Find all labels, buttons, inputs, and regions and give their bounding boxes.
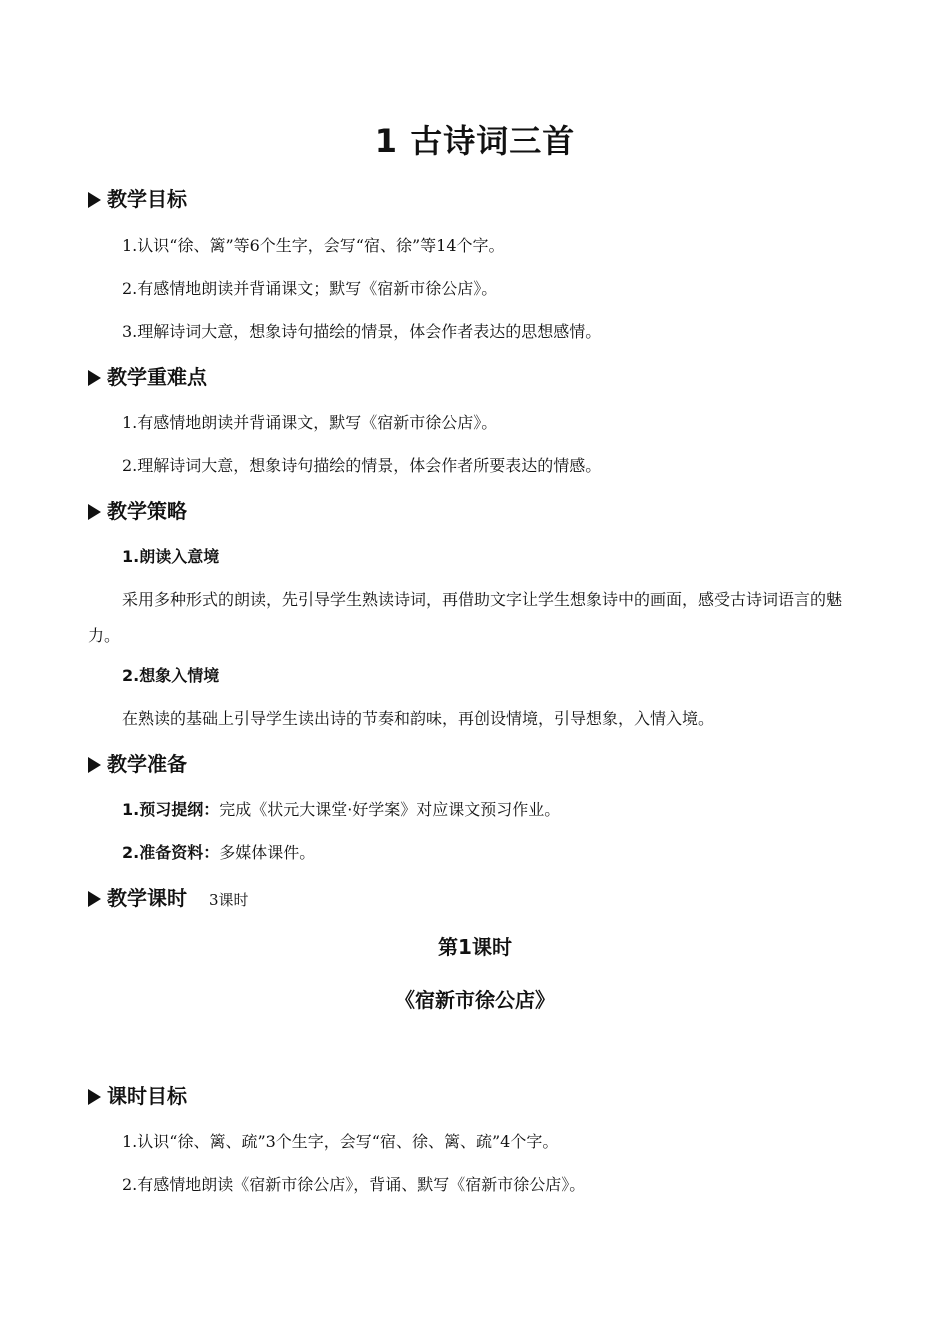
heading-text: 教学策略 (107, 499, 187, 523)
section-heading-strategy (88, 499, 187, 523)
section-heading-hours (88, 886, 249, 912)
heading-text: 教学目标 (107, 187, 187, 211)
triangle-bullet-icon (88, 370, 101, 386)
strategy-paragraph-1: 采用多种形式的朗读，先引导学生熟读诗词，再借助文字让学生想象诗中的画面，感受古诗词语言的魅力。 (88, 590, 843, 645)
section-heading-lesson-goals (88, 1084, 187, 1108)
section-heading-goals (88, 187, 187, 211)
section-heading-key-points (88, 365, 207, 389)
preparation-text-2: 多媒体课件。 (219, 843, 316, 862)
key-point-item-2: 2.理解诗词大意，想象诗句描绘的情景，体会作者所要表达的情感。 (122, 456, 602, 475)
triangle-bullet-icon (88, 192, 101, 208)
strategy-subheading-2: 2.想象入情境 (122, 666, 220, 685)
preparation-label-2: 2.准备资料： (122, 843, 220, 862)
goal-item-2: 2.有感情地朗读并背诵课文；默写《宿新市徐公店》。 (122, 279, 498, 298)
section-heading-preparation (88, 752, 187, 776)
key-point-item-1: 1.有感情地朗读并背诵课文，默写《宿新市徐公店》。 (122, 413, 498, 432)
preparation-item-1 (122, 798, 560, 822)
lesson-poem-title: 《宿新市徐公店》 (395, 988, 555, 1012)
lesson-goal-item-1: 1.认识“徐、篱、疏”3个生字，会写“宿、徐、篱、疏”4个字。 (122, 1132, 559, 1151)
document-title: 1 古诗词三首 (374, 122, 576, 160)
goal-item-1: 1.认识“徐、篱”等6个生字，会写“宿、徐”等14个字。 (122, 236, 505, 255)
hours-value: 3课时 (209, 891, 249, 909)
strategy-paragraph-2: 在熟读的基础上引导学生读出诗的节奏和韵味，再创设情境，引导想象，入情入境。 (122, 709, 715, 728)
preparation-label-1: 1.预习提纲： (122, 800, 220, 819)
goal-item-3: 3.理解诗词大意，想象诗句描绘的情景，体会作者表达的思想感情。 (122, 322, 602, 341)
lesson-title: 第1课时 (438, 935, 512, 959)
lesson-goal-item-2: 2.有感情地朗读《宿新市徐公店》，背诵、默写《宿新市徐公店》。 (122, 1175, 586, 1194)
strategy-subheading-1: 1.朗读入意境 (122, 547, 220, 566)
heading-text: 教学准备 (107, 752, 187, 776)
triangle-bullet-icon (88, 891, 101, 907)
heading-text: 课时目标 (107, 1084, 187, 1108)
heading-text: 教学重难点 (107, 365, 207, 389)
preparation-item-2 (122, 841, 315, 865)
heading-text: 教学课时 (107, 886, 187, 910)
triangle-bullet-icon (88, 1089, 101, 1105)
triangle-bullet-icon (88, 757, 101, 773)
preparation-text-1: 完成《状元大课堂·好学案》对应课文预习作业。 (219, 800, 561, 819)
triangle-bullet-icon (88, 504, 101, 520)
